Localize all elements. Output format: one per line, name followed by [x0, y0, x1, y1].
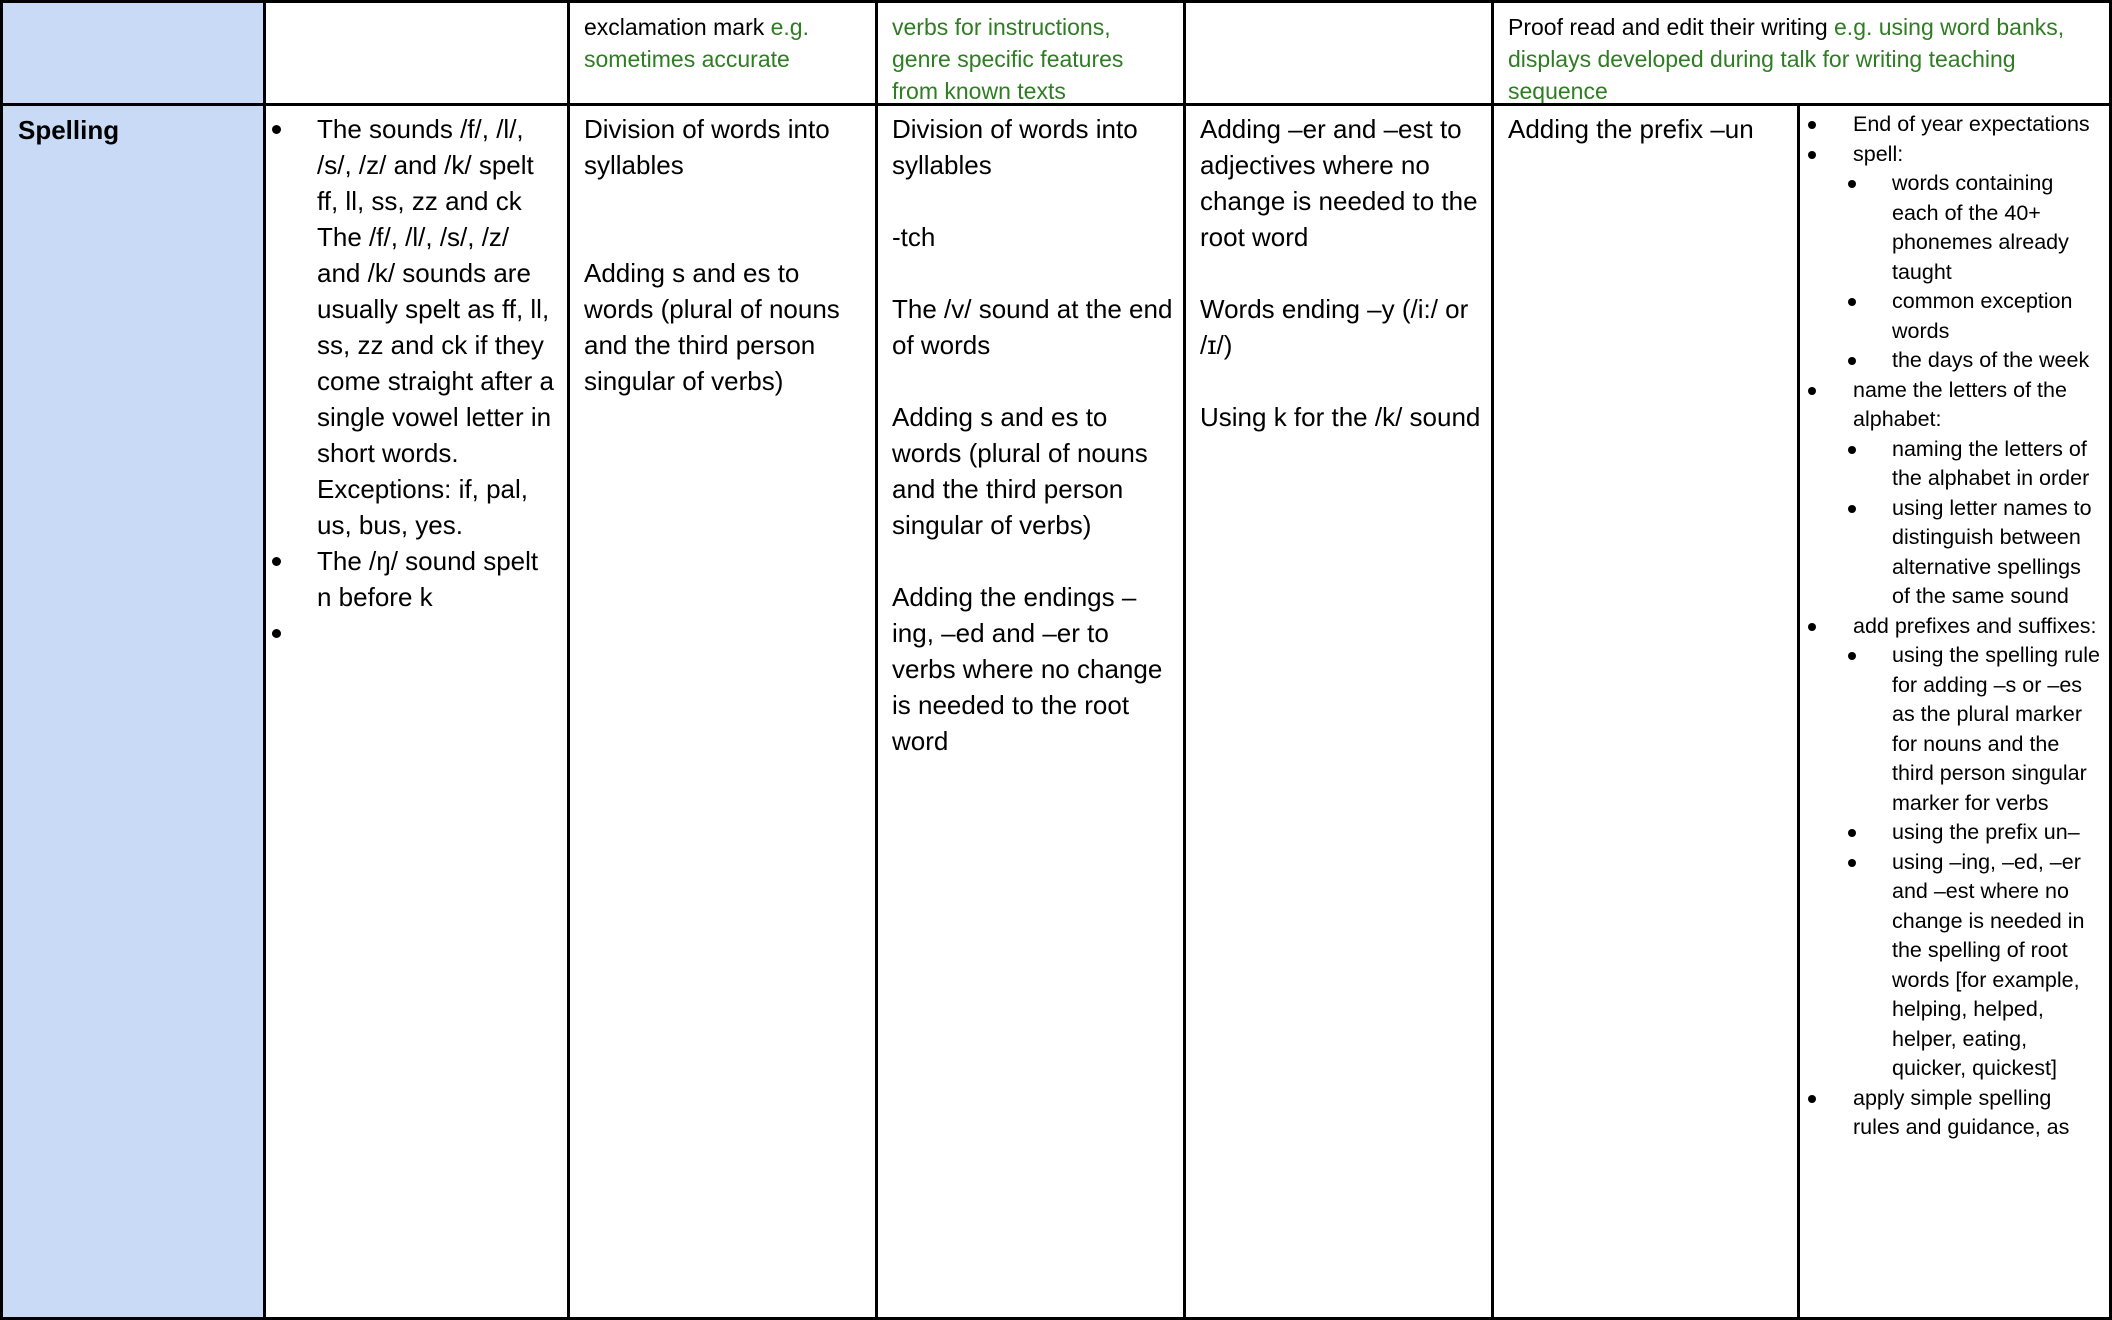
bullet-icon: [1848, 505, 1856, 513]
sub-list-item-text: naming the letters of the alphabet in order: [1892, 436, 2090, 490]
sub-list-item-text: using the spelling rule for adding –s or –es as the plural marker for nouns and the third person singular marker for verbs: [1892, 643, 2100, 815]
bullet-icon: [1848, 829, 1856, 837]
sub-list-item-text: using the prefix un–: [1892, 820, 2080, 844]
spelling-label-cell: [0, 106, 266, 1320]
list-item: [272, 111, 557, 543]
top-row-col3-cell: [570, 0, 878, 106]
bullet-icon: [1808, 623, 1816, 631]
sub-list-item: [1848, 287, 2101, 346]
spelling-col2-cell: [266, 106, 570, 1320]
sub-list-item-text: using –ing, –ed, –er and –est where no change is needed in the spelling of root words [for example, helping, helped, helper, eating, quicker, quickest]: [1892, 849, 2085, 1080]
top-row-col6-cell: [1494, 0, 2112, 106]
col3-para-1: Division of words into syllables: [584, 114, 830, 180]
top-row-col4-cell: [878, 0, 1186, 106]
list-item-text: End of year expectations: [1853, 112, 2090, 136]
bullet-icon: [1848, 859, 1856, 867]
list-item: [272, 615, 557, 651]
list-item-text: The sounds /f/, /l/, /s/, /z/ and /k/ spelt ff, ll, ss, zz and ck The /f/, /l/, /s/, /z/ and /k/ sounds are usually spelt as ff, ll, ss, zz and ck if they come straight after a single vowel letter in short words. Exceptions: if, pal, us, bus, yes.: [317, 114, 554, 540]
list-item-text: name the letters of the alphabet:: [1853, 377, 2067, 431]
top-row-col2-cell: [266, 0, 570, 106]
sub-list-item-text: using letter names to distinguish between alternative spellings of the same sound: [1892, 495, 2092, 608]
spelling-col6-cell: [1494, 106, 1800, 1320]
list-item: [1808, 1084, 2101, 1143]
bullet-icon: [1848, 652, 1856, 660]
sub-list-item: [1848, 818, 2101, 848]
sub-list-item: [1848, 435, 2101, 494]
bullet-icon: [1808, 151, 1816, 159]
list-item-text: spell:: [1853, 141, 1904, 166]
sub-list: [1848, 641, 2101, 1084]
bullet-icon: [1848, 446, 1856, 454]
col4-para-5: Adding the endings –ing, –ed and –er to verbs where no change is needed to the root word: [892, 582, 1163, 756]
col4-para-3: The /v/ sound at the end of words: [892, 294, 1173, 360]
sub-list-item-text: common exception words: [1892, 289, 2073, 343]
col3-para-2: Adding s and es to words (plural of nouns and the third person singular of verbs): [584, 258, 840, 396]
bullet-icon: [1848, 357, 1856, 365]
bullet-icon: [1808, 1095, 1816, 1103]
spelling-col7-cell: [1800, 106, 2112, 1320]
spelling-col5-cell: [1186, 106, 1494, 1320]
col4-top-example: verbs for instructions, genre specific features from known texts: [892, 14, 1124, 104]
sub-list-item: [1848, 848, 2101, 1084]
col5-para-1: Adding –er and –est to adjectives where no change is needed to the root word: [1200, 114, 1478, 252]
col5-para-2: Words ending –y (/i:/ or /ɪ/): [1200, 294, 1469, 360]
list-item: [1808, 376, 2101, 612]
col3-top-text: exclamation mark: [584, 14, 771, 40]
col6-top-example: e.g. using word banks, displays developed during talk for writing teaching sequence: [1508, 14, 2065, 104]
list-item-text: add prefixes and suffixes:: [1853, 613, 2097, 638]
list-item: [1808, 110, 2101, 140]
bullet-icon: [1808, 121, 1816, 129]
sub-list-item-text: the days of the week: [1892, 348, 2090, 372]
bullet-icon: [272, 125, 281, 134]
top-row-col5-cell: [1186, 0, 1494, 106]
col6-top-text: Proof read and edit their writing: [1508, 14, 1835, 40]
top-row-label-cell: [0, 0, 266, 106]
bullet-icon: [1848, 180, 1856, 188]
sub-list-item: [1848, 641, 2101, 818]
sub-list-item: [1848, 494, 2101, 612]
sub-list-item: [1848, 169, 2101, 287]
col6-para-1: Adding the prefix –un: [1508, 114, 1754, 144]
list-item-text: apply simple spelling rules and guidance, as: [1853, 1085, 2070, 1139]
spelling-col4-cell: [878, 106, 1186, 1320]
bullet-icon: [272, 557, 281, 566]
bullet-icon: [272, 629, 281, 638]
sub-list: [1848, 169, 2101, 376]
col5-para-3: Using k for the /k/ sound: [1200, 402, 1481, 432]
sub-list-item-text: words containing each of the 40+ phonemes already taught: [1892, 171, 2069, 284]
col3-top-example: e.g. sometimes accurate: [584, 14, 809, 72]
col4-para-2: -tch: [892, 222, 936, 252]
spelling-col3-cell: [570, 106, 878, 1320]
list-item: [1808, 612, 2101, 1084]
spelling-label: Spelling: [18, 115, 120, 145]
bullet-icon: [1848, 298, 1856, 306]
list-item: [272, 543, 557, 615]
col2-bullet-list: [272, 111, 557, 651]
list-item-text: The /ŋ/ sound spelt n before k: [317, 546, 539, 612]
list-item: [1808, 140, 2101, 376]
sub-list-item: [1848, 346, 2101, 376]
sub-list: [1848, 435, 2101, 612]
expectations-list: [1808, 110, 2101, 1143]
col4-para-1: Division of words into syllables: [892, 114, 1138, 180]
col4-para-4: Adding s and es to words (plural of nouns and the third person singular of verbs): [892, 402, 1148, 540]
bullet-icon: [1808, 387, 1816, 395]
